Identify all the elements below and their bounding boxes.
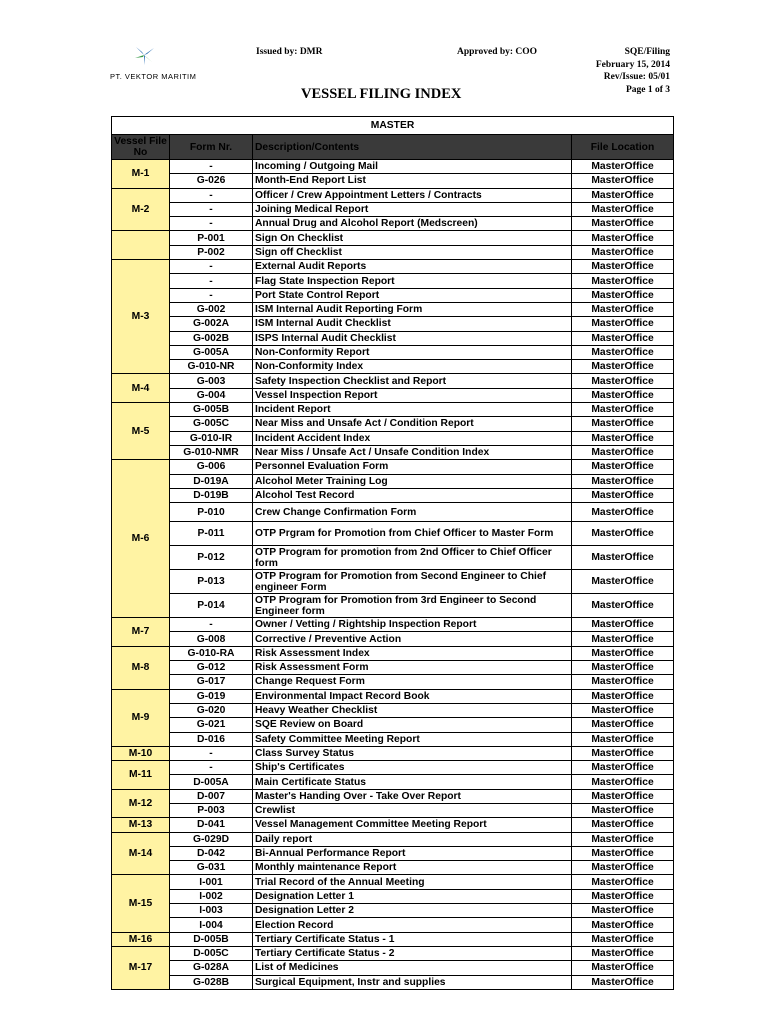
table-row [112, 946, 674, 960]
table-row [112, 403, 674, 417]
form-number-cell: D-005C [170, 946, 253, 960]
table-row [112, 245, 674, 259]
form-number-cell: - [170, 618, 253, 632]
file-location-cell: MasterOffice [572, 803, 674, 817]
description-cell: Risk Assessment Form [253, 661, 572, 675]
description-cell: Crewlist [253, 803, 572, 817]
table-row [112, 932, 674, 946]
table-row [112, 904, 674, 918]
table-row [112, 417, 674, 431]
vessel-file-cell: M-12 [112, 789, 170, 818]
page-title: VESSEL FILING INDEX [301, 86, 462, 102]
file-location-cell: MasterOffice [572, 861, 674, 875]
file-location-cell: MasterOffice [572, 546, 674, 570]
form-number-cell: G-010-NMR [170, 445, 253, 459]
description-cell: Ship's Certificates [253, 761, 572, 775]
table-row [112, 474, 674, 488]
form-number-cell: - [170, 746, 253, 760]
form-number-cell: G-005C [170, 417, 253, 431]
file-location-cell: MasterOffice [572, 522, 674, 546]
file-location-cell: MasterOffice [572, 474, 674, 488]
form-number-cell: I-004 [170, 918, 253, 932]
description-cell: Non-Conformity Report [253, 345, 572, 359]
table-row [112, 302, 674, 316]
form-number-cell: D-042 [170, 846, 253, 860]
description-cell: OTP Program for Promotion from Second Engineer to Chief engineer Form [253, 570, 572, 594]
file-location-cell: MasterOffice [572, 675, 674, 689]
file-location-cell: MasterOffice [572, 460, 674, 474]
table-row [112, 975, 674, 989]
form-number-cell: G-019 [170, 689, 253, 703]
description-cell: ISPS Internal Audit Checklist [253, 331, 572, 345]
description-cell: Heavy Weather Checklist [253, 703, 572, 717]
file-location-cell: MasterOffice [572, 875, 674, 889]
file-location-cell: MasterOffice [572, 202, 674, 216]
table-row [112, 618, 674, 632]
table-row [112, 217, 674, 231]
form-number-cell: G-010-NR [170, 360, 253, 374]
vessel-file-cell: M-13 [112, 818, 170, 832]
file-location-cell: MasterOffice [572, 217, 674, 231]
table-row [112, 331, 674, 345]
file-location-cell: MasterOffice [572, 818, 674, 832]
description-cell: Environmental Impact Record Book [253, 689, 572, 703]
vessel-file-cell: M-16 [112, 932, 170, 946]
table-row [112, 861, 674, 875]
table-row [112, 746, 674, 760]
file-location-cell: MasterOffice [572, 946, 674, 960]
vektor-star-icon [132, 44, 158, 66]
file-location-cell: MasterOffice [572, 832, 674, 846]
form-number-cell: G-002B [170, 331, 253, 345]
form-number-cell: - [170, 761, 253, 775]
description-cell: Change Request Form [253, 675, 572, 689]
description-cell: ISM Internal Audit Reporting Form [253, 302, 572, 316]
description-cell: Safety Committee Meeting Report [253, 732, 572, 746]
description-cell: Class Survey Status [253, 746, 572, 760]
form-number-cell: G-010-IR [170, 431, 253, 445]
table-row [112, 503, 674, 522]
vessel-file-cell: M-3 [112, 260, 170, 374]
description-cell: Joining Medical Report [253, 202, 572, 216]
form-number-cell: - [170, 260, 253, 274]
form-number-cell: P-010 [170, 503, 253, 522]
table-row [112, 661, 674, 675]
file-location-cell: MasterOffice [572, 417, 674, 431]
form-number-cell: G-021 [170, 718, 253, 732]
section-header-row [112, 117, 674, 135]
form-number-cell: G-017 [170, 675, 253, 689]
file-location-cell: MasterOffice [572, 904, 674, 918]
description-cell: Safety Inspection Checklist and Report [253, 374, 572, 388]
table-row [112, 188, 674, 202]
description-cell: Surgical Equipment, Instr and supplies [253, 975, 572, 989]
table-row [112, 961, 674, 975]
doc-page: Page 1 of 3 [625, 84, 670, 95]
form-number-cell: G-012 [170, 661, 253, 675]
file-location-cell: MasterOffice [572, 160, 674, 174]
column-header-description: Description/Contents [253, 135, 572, 160]
table-row [112, 274, 674, 288]
vessel-file-cell: M-6 [112, 460, 170, 618]
vessel-file-cell: M-8 [112, 646, 170, 689]
description-cell: List of Medicines [253, 961, 572, 975]
column-header-file-location: File Location [572, 135, 674, 160]
form-number-cell: - [170, 160, 253, 174]
description-cell: Month-End Report List [253, 174, 572, 188]
table-row [112, 260, 674, 274]
form-number-cell: P-012 [170, 546, 253, 570]
form-number-cell: I-002 [170, 889, 253, 903]
description-cell: Port State Control Report [253, 288, 572, 302]
form-number-cell: G-026 [170, 174, 253, 188]
table-row [112, 632, 674, 646]
table-row [112, 488, 674, 502]
table-row [112, 775, 674, 789]
table-row [112, 546, 674, 570]
description-cell: Designation Letter 2 [253, 904, 572, 918]
file-location-cell: MasterOffice [572, 761, 674, 775]
table-row [112, 174, 674, 188]
table-row [112, 374, 674, 388]
file-location-cell: MasterOffice [572, 445, 674, 459]
form-number-cell: D-041 [170, 818, 253, 832]
table-row [112, 803, 674, 817]
table-row [112, 918, 674, 932]
description-cell: Officer / Crew Appointment Letters / Contracts [253, 188, 572, 202]
description-cell: Vessel Management Committee Meeting Report [253, 818, 572, 832]
form-number-cell: D-019A [170, 474, 253, 488]
file-location-cell: MasterOffice [572, 188, 674, 202]
description-cell: Non-Conformity Index [253, 360, 572, 374]
description-cell: Owner / Vetting / Rightship Inspection Report [253, 618, 572, 632]
file-location-cell: MasterOffice [572, 345, 674, 359]
form-number-cell: G-010-RA [170, 646, 253, 660]
table-row [112, 689, 674, 703]
vessel-file-cell [112, 231, 170, 260]
vessel-file-cell: M-2 [112, 188, 170, 231]
table-row [112, 522, 674, 546]
file-location-cell: MasterOffice [572, 646, 674, 660]
form-number-cell: P-003 [170, 803, 253, 817]
file-location-cell: MasterOffice [572, 961, 674, 975]
file-location-cell: MasterOffice [572, 245, 674, 259]
file-location-cell: MasterOffice [572, 231, 674, 245]
description-cell: Master's Handing Over - Take Over Report [253, 789, 572, 803]
form-number-cell: G-008 [170, 632, 253, 646]
file-location-cell: MasterOffice [572, 374, 674, 388]
form-number-cell: G-002A [170, 317, 253, 331]
file-location-cell: MasterOffice [572, 488, 674, 502]
description-cell: Trial Record of the Annual Meeting [253, 875, 572, 889]
file-location-cell: MasterOffice [572, 661, 674, 675]
file-location-cell: MasterOffice [572, 889, 674, 903]
file-location-cell: MasterOffice [572, 302, 674, 316]
column-header-form-nr: Form Nr. [170, 135, 253, 160]
description-cell: Bi-Annual Performance Report [253, 846, 572, 860]
file-location-cell: MasterOffice [572, 746, 674, 760]
table-row [112, 761, 674, 775]
form-number-cell: G-005B [170, 403, 253, 417]
file-location-cell: MasterOffice [572, 632, 674, 646]
form-number-cell: D-019B [170, 488, 253, 502]
document-meta [596, 46, 670, 96]
vessel-file-cell: M-15 [112, 875, 170, 932]
description-cell: Tertiary Certificate Status - 2 [253, 946, 572, 960]
doc-rev: Rev/Issue: 05/01 [603, 72, 670, 82]
file-location-cell: MasterOffice [572, 689, 674, 703]
file-location-cell: MasterOffice [572, 718, 674, 732]
form-number-cell: D-016 [170, 732, 253, 746]
form-number-cell: P-001 [170, 231, 253, 245]
description-cell: Near Miss / Unsafe Act / Unsafe Condition Index [253, 445, 572, 459]
table-row [112, 889, 674, 903]
form-number-cell: I-003 [170, 904, 253, 918]
table-row [112, 160, 674, 174]
description-cell: Election Record [253, 918, 572, 932]
form-number-cell: P-013 [170, 570, 253, 594]
table-row [112, 732, 674, 746]
file-location-cell: MasterOffice [572, 732, 674, 746]
form-number-cell: G-003 [170, 374, 253, 388]
vessel-file-cell: M-1 [112, 160, 170, 189]
table-row [112, 460, 674, 474]
form-number-cell: - [170, 288, 253, 302]
file-location-cell: MasterOffice [572, 403, 674, 417]
table-row [112, 570, 674, 594]
description-cell: Sign On Checklist [253, 231, 572, 245]
file-location-cell: MasterOffice [572, 260, 674, 274]
table-row [112, 202, 674, 216]
vessel-file-cell: M-4 [112, 374, 170, 403]
file-location-cell: MasterOffice [572, 174, 674, 188]
vessel-file-cell: M-17 [112, 946, 170, 989]
company-name: PT. VEKTOR MARITIM [110, 72, 197, 81]
form-number-cell: P-014 [170, 594, 253, 618]
table-row [112, 675, 674, 689]
table-row [112, 231, 674, 245]
file-location-cell: MasterOffice [572, 431, 674, 445]
file-location-cell: MasterOffice [572, 503, 674, 522]
vessel-file-cell: M-5 [112, 403, 170, 460]
description-cell: Annual Drug and Alcohol Report (Medscreen) [253, 217, 572, 231]
description-cell: Corrective / Preventive Action [253, 632, 572, 646]
file-location-cell: MasterOffice [572, 360, 674, 374]
description-cell: Alcohol Test Record [253, 488, 572, 502]
form-number-cell: I-001 [170, 875, 253, 889]
file-location-cell: MasterOffice [572, 618, 674, 632]
form-number-cell: G-029D [170, 832, 253, 846]
description-cell: OTP Program for promotion from 2nd Officer to Chief Officer form [253, 546, 572, 570]
vessel-file-cell: M-14 [112, 832, 170, 875]
column-header-row [112, 135, 674, 160]
description-cell: Main Certificate Status [253, 775, 572, 789]
table-row [112, 846, 674, 860]
table-row [112, 818, 674, 832]
form-number-cell: G-004 [170, 388, 253, 402]
filing-index-table [111, 116, 674, 990]
description-cell: Flag State Inspection Report [253, 274, 572, 288]
file-location-cell: MasterOffice [572, 789, 674, 803]
vessel-file-cell: M-9 [112, 689, 170, 746]
table-row [112, 832, 674, 846]
table-row [112, 431, 674, 445]
description-cell: Tertiary Certificate Status - 1 [253, 932, 572, 946]
form-number-cell: D-007 [170, 789, 253, 803]
file-location-cell: MasterOffice [572, 932, 674, 946]
description-cell: Sign off Checklist [253, 245, 572, 259]
description-cell: Near Miss and Unsafe Act / Condition Report [253, 417, 572, 431]
table-row [112, 718, 674, 732]
description-cell: Designation Letter 1 [253, 889, 572, 903]
file-location-cell: MasterOffice [572, 703, 674, 717]
description-cell: Personnel Evaluation Form [253, 460, 572, 474]
description-cell: Daily report [253, 832, 572, 846]
form-number-cell: - [170, 188, 253, 202]
issued-by: Issued by: DMR [256, 47, 323, 57]
file-location-cell: MasterOffice [572, 594, 674, 618]
table-row [112, 317, 674, 331]
vessel-file-cell: M-7 [112, 618, 170, 647]
table-row [112, 875, 674, 889]
form-number-cell: P-011 [170, 522, 253, 546]
description-cell: Incoming / Outgoing Mail [253, 160, 572, 174]
form-number-cell: - [170, 217, 253, 231]
table-row [112, 288, 674, 302]
description-cell: Incident Report [253, 403, 572, 417]
form-number-cell: P-002 [170, 245, 253, 259]
file-location-cell: MasterOffice [572, 775, 674, 789]
form-number-cell: G-005A [170, 345, 253, 359]
form-number-cell: - [170, 274, 253, 288]
file-location-cell: MasterOffice [572, 331, 674, 345]
description-cell: Incident Accident Index [253, 431, 572, 445]
description-cell: OTP Prgram for Promotion from Chief Officer to Master Form [253, 522, 572, 546]
column-header-vessel-file: Vessel File No [112, 135, 170, 160]
company-logo [110, 44, 210, 84]
table-row [112, 360, 674, 374]
description-cell: Alcohol Meter Training Log [253, 474, 572, 488]
form-number-cell: G-031 [170, 861, 253, 875]
form-number-cell: D-005B [170, 932, 253, 946]
form-number-cell: D-005A [170, 775, 253, 789]
description-cell: Risk Assessment Index [253, 646, 572, 660]
file-location-cell: MasterOffice [572, 975, 674, 989]
table-row [112, 789, 674, 803]
doc-ref: SQE/Filing [624, 47, 670, 57]
table-row [112, 445, 674, 459]
description-cell: ISM Internal Audit Checklist [253, 317, 572, 331]
file-location-cell: MasterOffice [572, 388, 674, 402]
file-location-cell: MasterOffice [572, 274, 674, 288]
form-number-cell: G-028A [170, 961, 253, 975]
description-cell: SQE Review on Board [253, 718, 572, 732]
description-cell: Crew Change Confirmation Form [253, 503, 572, 522]
table-row [112, 388, 674, 402]
file-location-cell: MasterOffice [572, 288, 674, 302]
form-number-cell: G-002 [170, 302, 253, 316]
description-cell: Vessel Inspection Report [253, 388, 572, 402]
table-row [112, 594, 674, 618]
description-cell: External Audit Reports [253, 260, 572, 274]
form-number-cell: G-028B [170, 975, 253, 989]
description-cell: OTP Program for Promotion from 3rd Engineer to Second Engineer form [253, 594, 572, 618]
file-location-cell: MasterOffice [572, 918, 674, 932]
table-row [112, 703, 674, 717]
file-location-cell: MasterOffice [572, 317, 674, 331]
vessel-file-cell: M-10 [112, 746, 170, 760]
section-title: MASTER [112, 117, 674, 135]
form-number-cell: - [170, 202, 253, 216]
file-location-cell: MasterOffice [572, 846, 674, 860]
description-cell: Monthly maintenance Report [253, 861, 572, 875]
table-row [112, 646, 674, 660]
vessel-file-cell: M-11 [112, 761, 170, 790]
approved-by: Approved by: COO [457, 47, 538, 57]
form-number-cell: G-020 [170, 703, 253, 717]
doc-date: February 15, 2014 [595, 59, 670, 70]
form-number-cell: G-006 [170, 460, 253, 474]
file-location-cell: MasterOffice [572, 570, 674, 594]
table-row [112, 345, 674, 359]
